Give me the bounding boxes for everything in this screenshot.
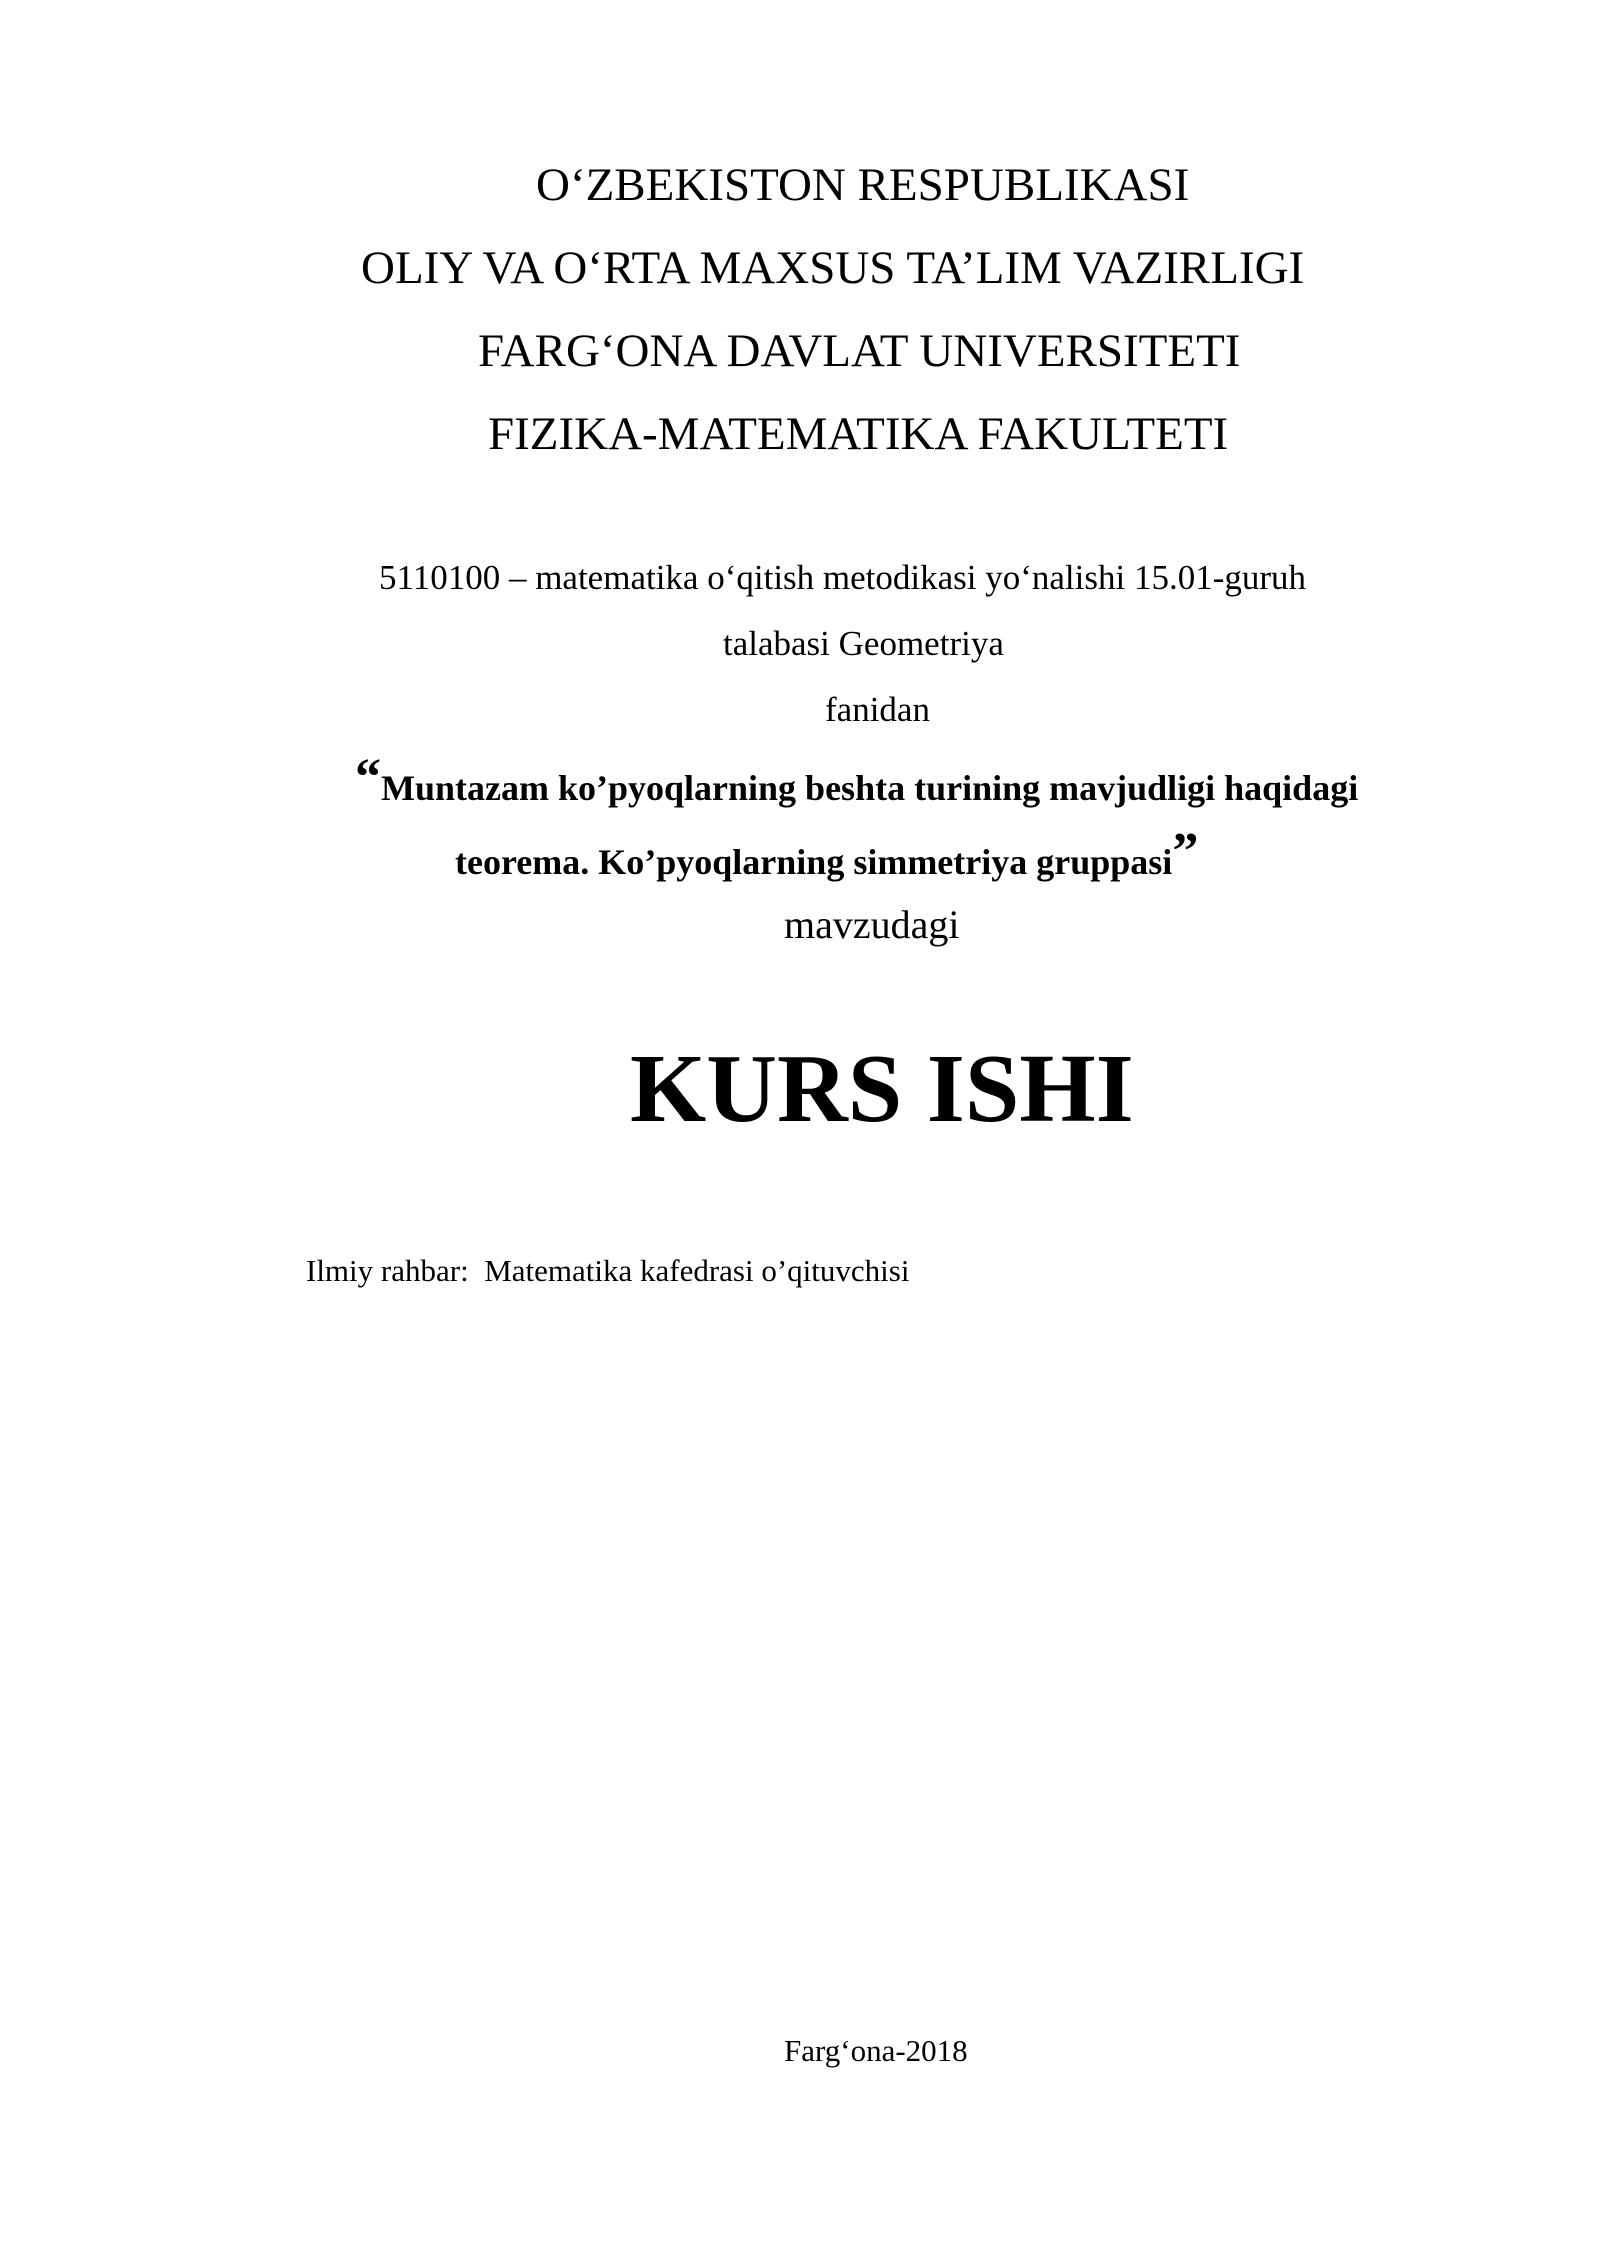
topic-line-2 [455, 823, 1199, 884]
topic-line-2-text: teorema. Ko’pyoqlarning simmetriya gruppasi [455, 842, 1173, 882]
student-direction: 5110100 – matematika o‘qitish metodikasi yo‘nalishi 15.01-guruh [379, 558, 1307, 597]
header-faculty: FIZIKA-MATEMATIKA FAKULTETI [488, 408, 1229, 460]
topic-open-quote: “ [355, 749, 381, 806]
topic-suffix: mavzudagi [784, 902, 960, 947]
student-fanidan: fanidan [825, 690, 930, 729]
document-title: KURS ISHI [630, 1035, 1134, 1143]
topic-line-1-text: Muntazam ko’pyoqlarning beshta turining mavjudligi haqidagi [381, 768, 1359, 808]
footer-place-year: Farg‘ona-2018 [784, 2033, 968, 2068]
header-republic: O‘ZBEKISTON RESPUBLIKASI [536, 159, 1190, 211]
student-subject: talabasi Geometriya [723, 624, 1004, 663]
supervisor-label: Ilmiy rahbar: [306, 1253, 469, 1288]
header-ministry: OLIY VA O‘RTA MAXSUS TA’LIM VAZIRLIGI [361, 242, 1305, 294]
header-university: FARG‘ONA DAVLAT UNIVERSITETI [478, 325, 1241, 377]
supervisor-value: Matematika kafedrasi o’qituvchisi [484, 1253, 910, 1288]
topic-line-1 [355, 749, 1359, 810]
topic-close-quote: ” [1172, 823, 1199, 880]
supervisor-line [306, 1255, 909, 1286]
